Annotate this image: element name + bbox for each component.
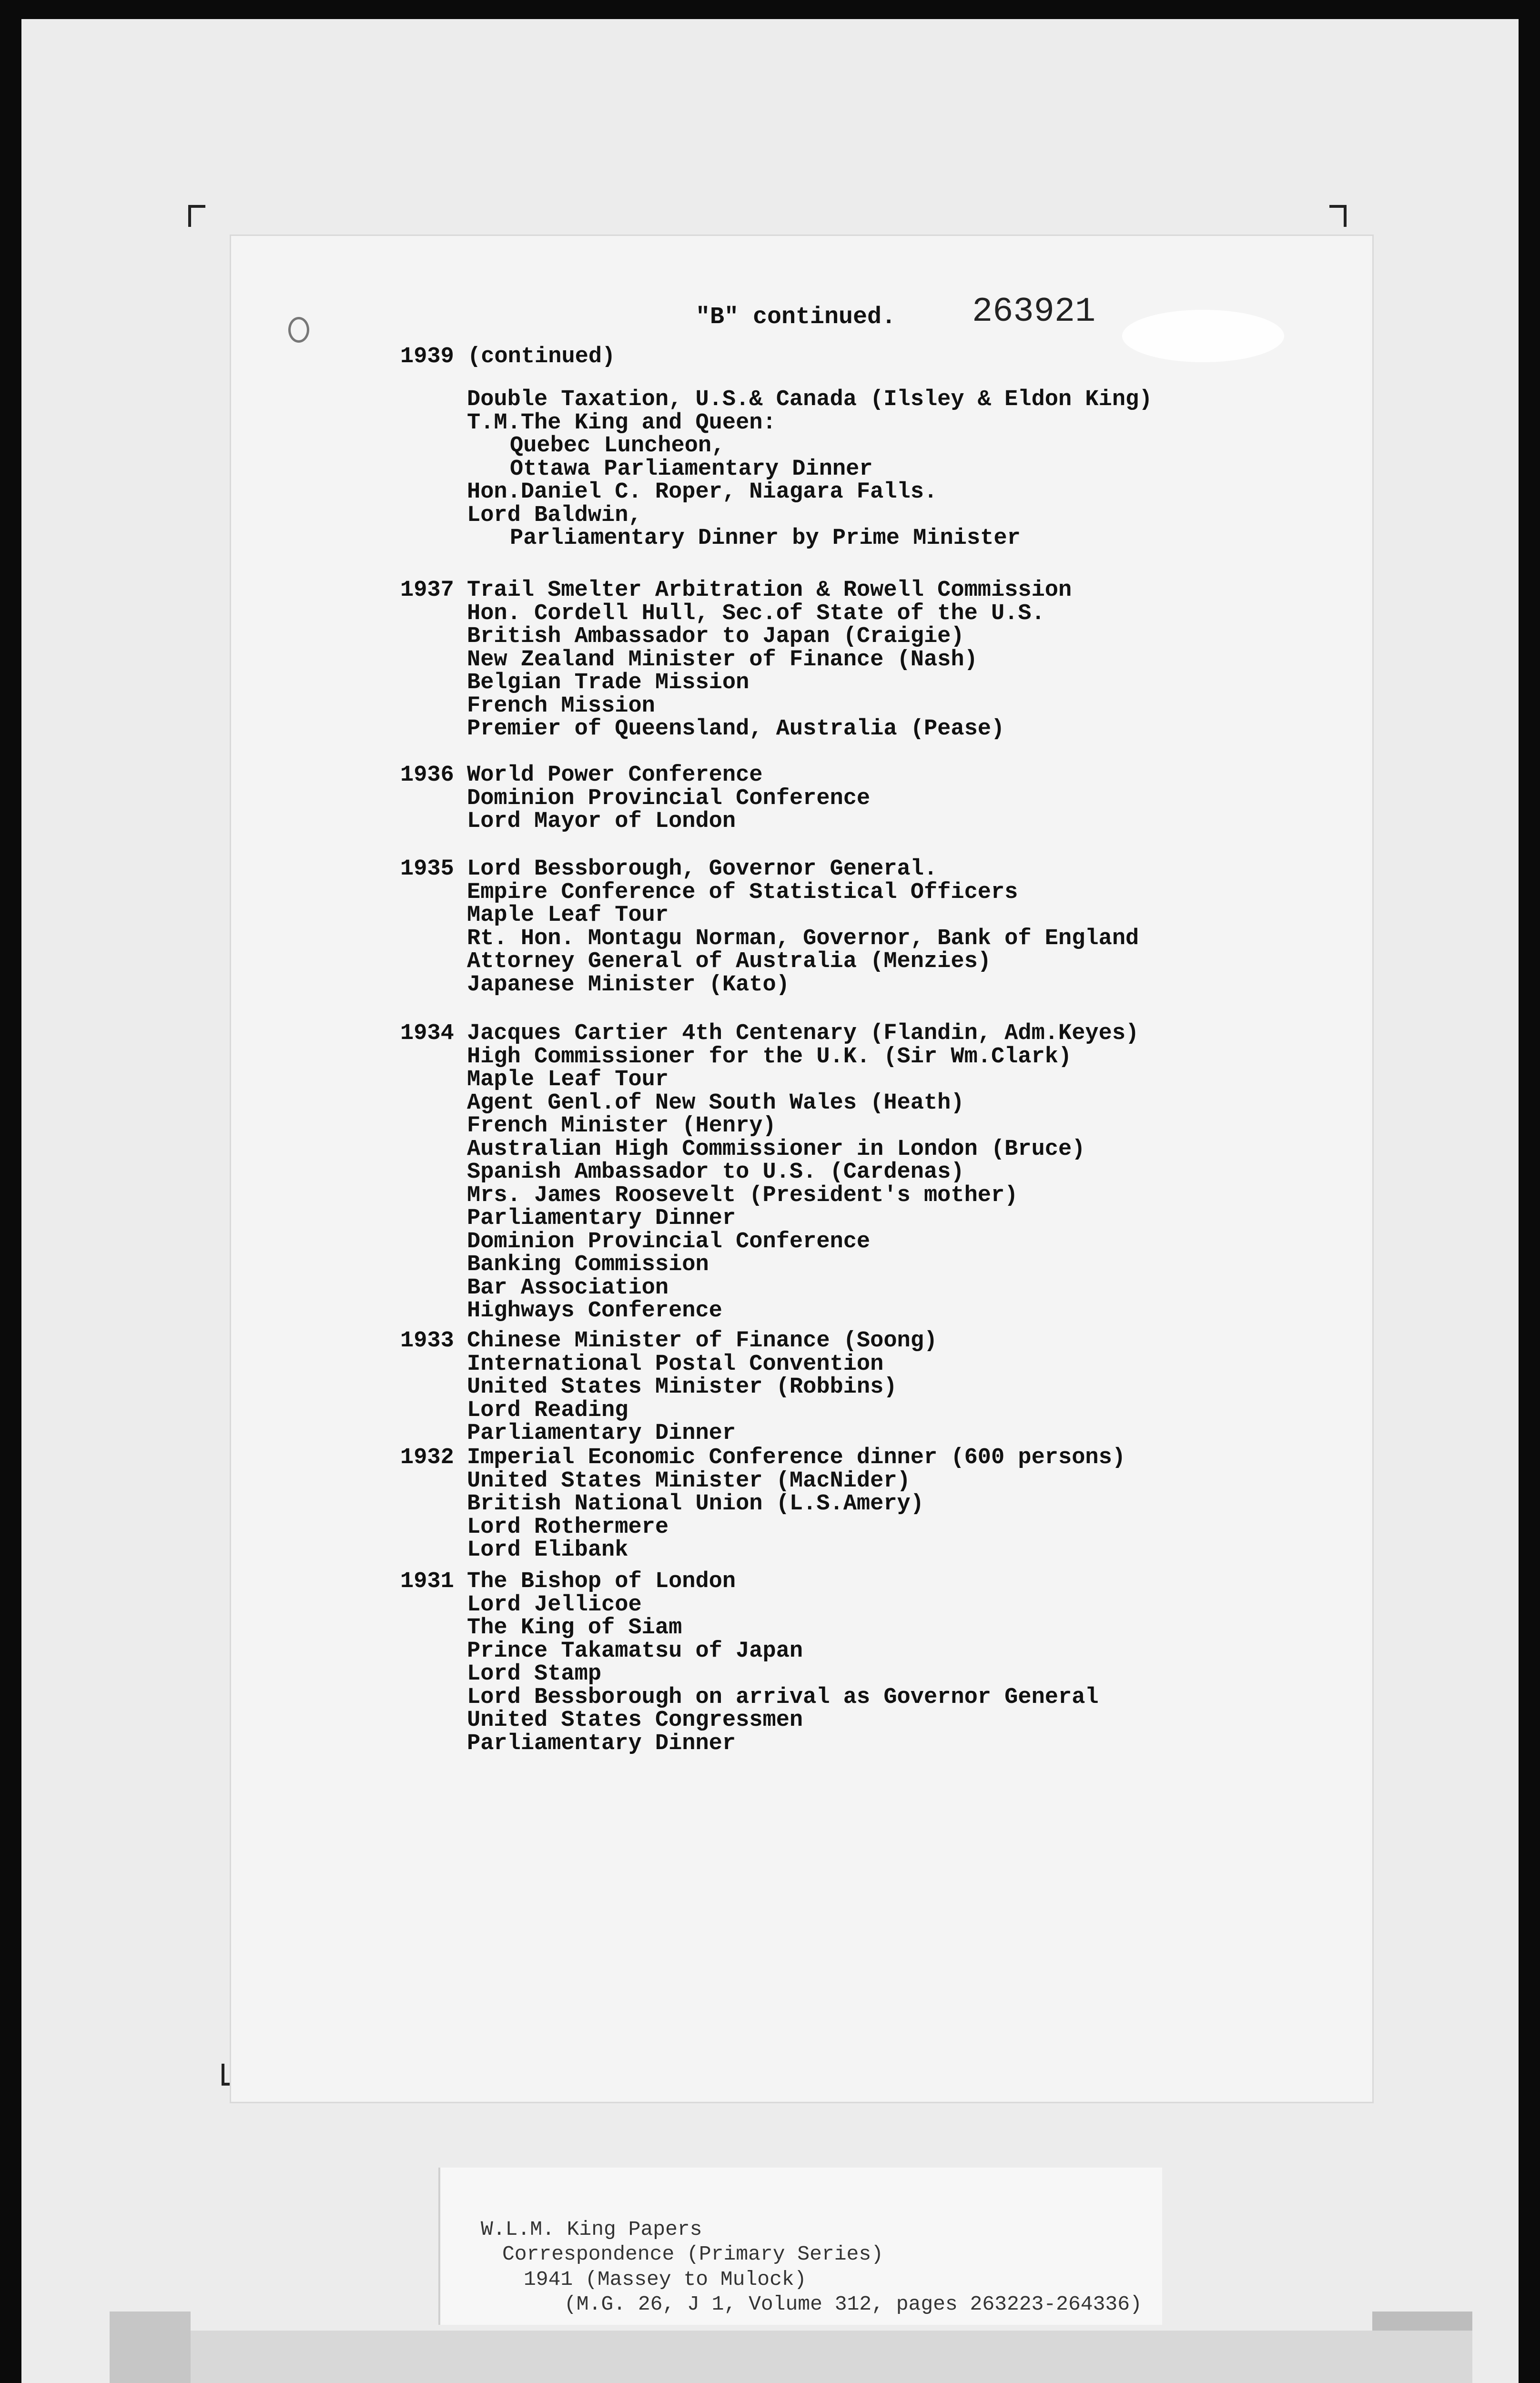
event-item: Chinese Minister of Finance (Soong) xyxy=(467,1328,938,1354)
event-item: Dominion Provincial Conference xyxy=(467,785,871,811)
event-item: Banking Commission xyxy=(467,1252,709,1277)
year-items xyxy=(467,764,870,834)
event-item: Double Taxation, U.S.& Canada (Ilsley & Eldon King) xyxy=(467,387,1153,412)
event-item: High Commissioner for the U.K. (Sir Wm.Clark) xyxy=(467,1044,1072,1069)
page-heading: "B" continued. xyxy=(696,304,896,331)
label-line-1: W.L.M. King Papers xyxy=(481,2218,702,2241)
event-item: Lord Mayor of London xyxy=(467,809,736,834)
punch-hole xyxy=(288,317,309,343)
year-items xyxy=(467,1570,1099,1755)
crop-mark-top-right xyxy=(1329,205,1347,227)
event-item: Parliamentary Dinner xyxy=(467,1206,736,1231)
event-item: Lord Stamp xyxy=(467,1661,602,1687)
event-item: United States Minister (MacNider) xyxy=(467,1468,911,1494)
year-items xyxy=(467,1330,937,1446)
event-item: Lord Elibank xyxy=(467,1538,628,1563)
event-item: Australian High Commissioner in London (Bruce) xyxy=(467,1136,1085,1162)
card-edge-left xyxy=(110,2312,191,2383)
year-label: 1935 xyxy=(400,856,454,882)
event-item: Mrs. James Roosevelt (President's mother) xyxy=(467,1182,1018,1208)
event-item: Lord Reading xyxy=(467,1397,628,1423)
event-item: New Zealand Minister of Finance (Nash) xyxy=(467,647,978,672)
event-item: Trail Smelter Arbitration & Rowell Commission xyxy=(467,578,1072,603)
event-item: Jacques Cartier 4th Centenary (Flandin, Adm.Keyes) xyxy=(467,1021,1139,1046)
event-item: Lord Baldwin, xyxy=(467,502,642,528)
event-item: Hon. Cordell Hull, Sec.of State of the U.S. xyxy=(467,601,1045,626)
year-items xyxy=(467,858,1139,997)
year-label: 1933 xyxy=(400,1328,454,1354)
year-items xyxy=(467,388,1152,550)
event-item: Japanese Minister (Kato) xyxy=(467,972,790,998)
event-item: Lord Bessborough on arrival as Governor General xyxy=(467,1684,1099,1710)
event-item: British National Union (L.S.Amery) xyxy=(467,1491,924,1517)
document-page xyxy=(231,236,1372,2102)
event-item: Belgian Trade Mission xyxy=(467,670,750,695)
year-items xyxy=(467,579,1072,741)
event-item: Rt. Hon. Montagu Norman, Governor, Bank of England xyxy=(467,926,1139,951)
event-item: Lord Jellicoe xyxy=(467,1592,642,1618)
event-item: Prince Takamatsu of Japan xyxy=(467,1638,803,1664)
event-item: The Bishop of London xyxy=(467,1569,736,1594)
event-item: Quebec Luncheon, xyxy=(510,433,725,458)
event-item: T.M.The King and Queen: xyxy=(467,410,776,436)
event-item: French Mission xyxy=(467,693,655,719)
event-item: United States Congressmen xyxy=(467,1708,803,1733)
year-items xyxy=(467,1446,1125,1562)
event-item: Lord Rothermere xyxy=(467,1514,669,1540)
event-item: Lord Bessborough, Governor General. xyxy=(467,856,938,882)
archives-card xyxy=(191,2331,1472,2383)
continued-year: 1939 (continued) xyxy=(400,344,616,369)
label-line-4: (M.G. 26, J 1, Volume 312, pages 263223-264336) xyxy=(564,2292,1142,2316)
year-label: 1934 xyxy=(400,1021,454,1046)
event-item: Parliamentary Dinner xyxy=(467,1421,736,1446)
year-label: 1932 xyxy=(400,1445,454,1470)
event-item: Maple Leaf Tour xyxy=(467,903,669,928)
event-item: United States Minister (Robbins) xyxy=(467,1375,897,1400)
event-item: British Ambassador to Japan (Craigie) xyxy=(467,624,964,649)
event-item: Dominion Provincial Conference xyxy=(467,1229,871,1254)
event-item: Ottawa Parliamentary Dinner xyxy=(510,456,873,482)
event-item: Agent Genl.of New South Wales (Heath) xyxy=(467,1090,964,1116)
event-item: Imperial Economic Conference dinner (600 persons) xyxy=(467,1445,1126,1470)
label-line-2: Correspondence (Primary Series) xyxy=(502,2242,883,2266)
collection-label xyxy=(438,2168,1162,2325)
page-number: 263921 xyxy=(972,292,1096,331)
event-item: The King of Siam xyxy=(467,1615,682,1640)
event-item: International Postal Convention xyxy=(467,1351,884,1377)
year-items xyxy=(467,1022,1139,1323)
event-item: Premier of Queensland, Australia (Pease) xyxy=(467,716,1005,742)
event-item: French Minister (Henry) xyxy=(467,1113,776,1139)
label-line-3: 1941 (Massey to Mulock) xyxy=(524,2268,807,2291)
event-item: Highways Conference xyxy=(467,1298,722,1324)
event-item: Attorney General of Australia (Menzies) xyxy=(467,949,991,974)
event-item: Hon.Daniel C. Roper, Niagara Falls. xyxy=(467,479,938,505)
event-item: World Power Conference xyxy=(467,763,763,788)
event-item: Bar Association xyxy=(467,1275,669,1301)
year-label: 1931 xyxy=(400,1569,454,1594)
event-item: Parliamentary Dinner by Prime Minister xyxy=(510,526,1021,551)
faded-stamp xyxy=(1122,310,1284,362)
event-item: Spanish Ambassador to U.S. (Cardenas) xyxy=(467,1160,964,1185)
event-item: Empire Conference of Statistical Officers xyxy=(467,879,1018,905)
year-label: 1936 xyxy=(400,763,454,788)
year-label: 1937 xyxy=(400,578,454,603)
crop-mark-top-left xyxy=(188,205,205,227)
event-item: Maple Leaf Tour xyxy=(467,1067,669,1092)
event-item: Parliamentary Dinner xyxy=(467,1731,736,1756)
